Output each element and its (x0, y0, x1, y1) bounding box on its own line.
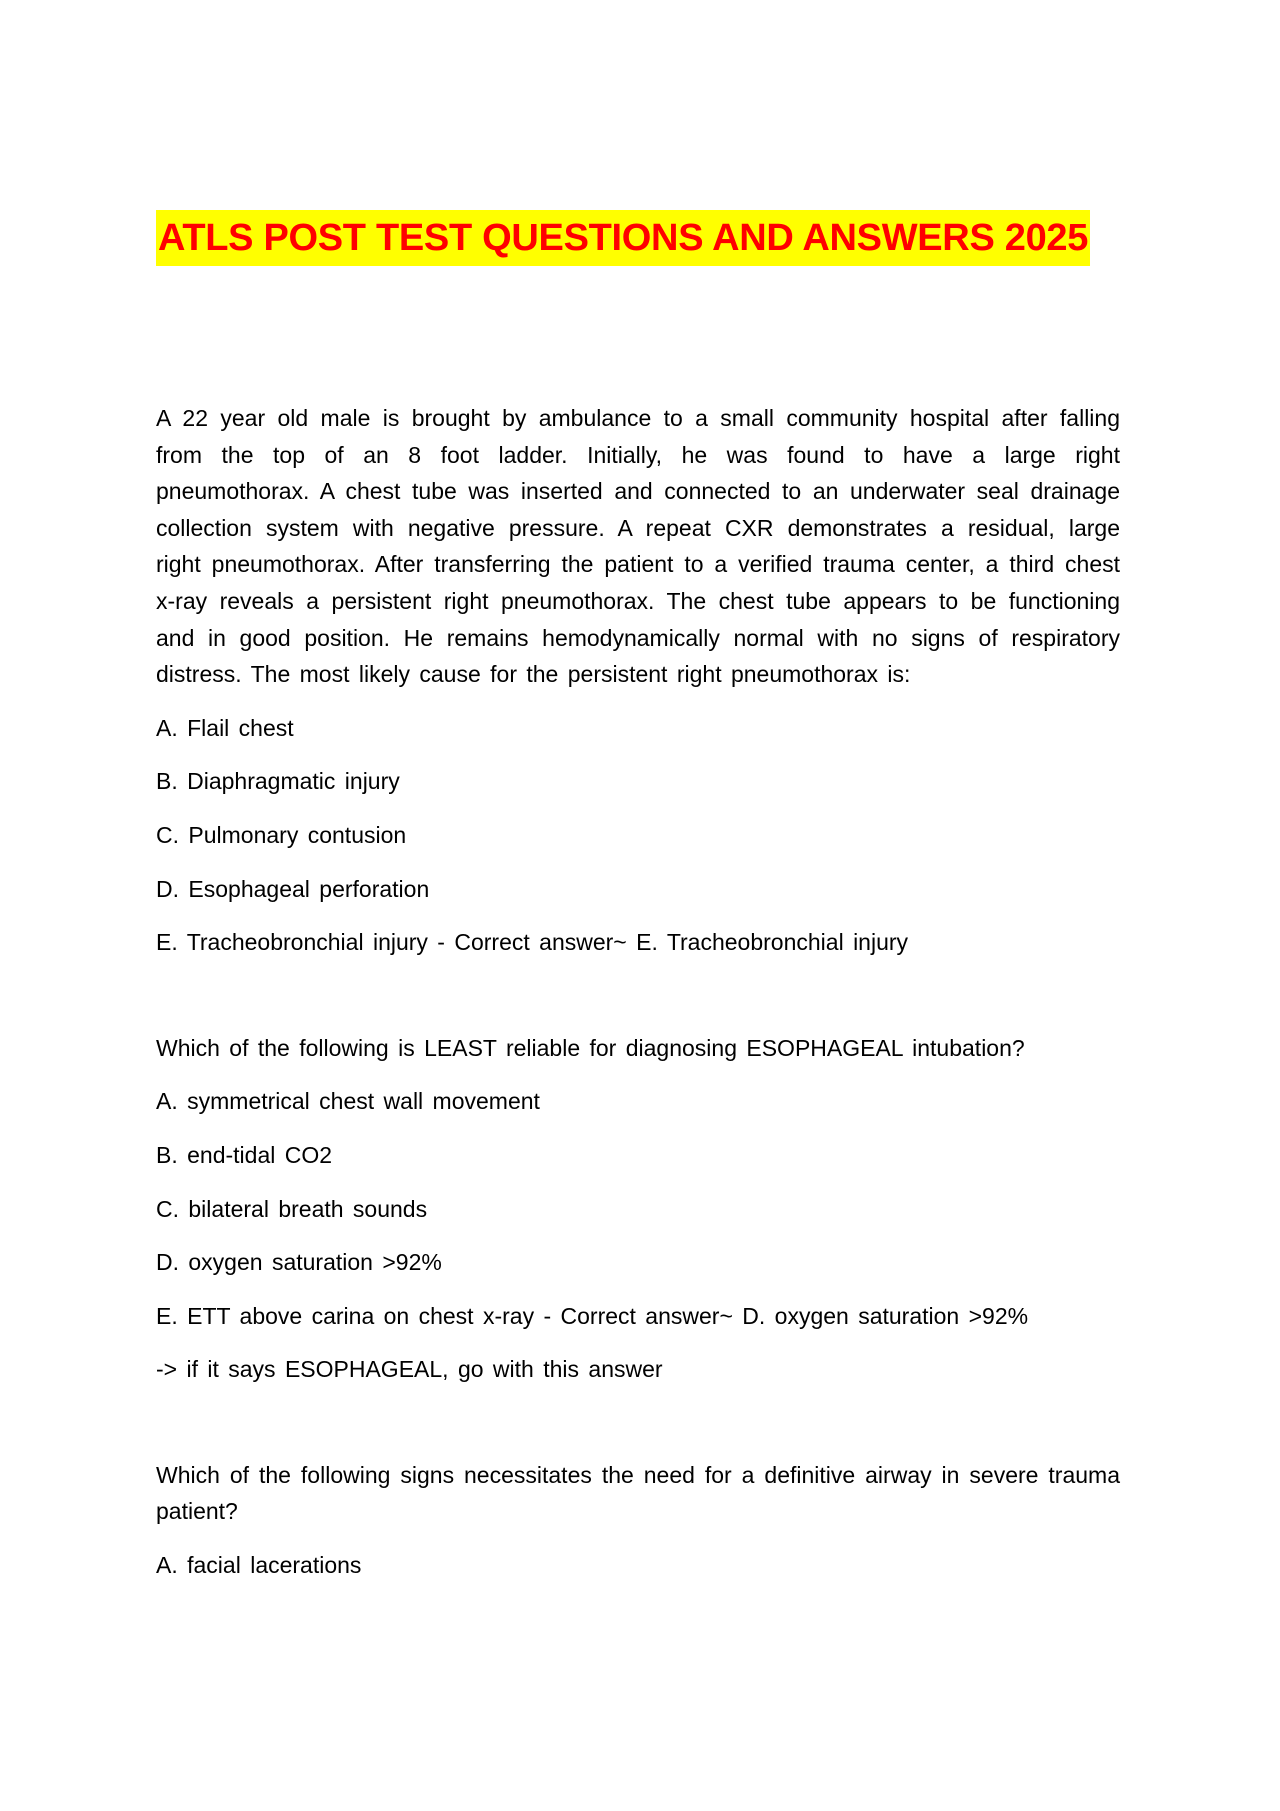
answer-option: A. facial lacerations (156, 1552, 362, 1579)
question-1 (156, 400, 1120, 961)
answer-option: C. bilateral breath sounds (156, 1195, 428, 1222)
answer-option: E. Tracheobronchial injury - Correct answer~ E. Tracheobronchial injury (156, 929, 909, 956)
question-2 (156, 1030, 1120, 1388)
answer-option: B. end-tidal CO2 (156, 1141, 333, 1168)
answer-option: D. oxygen saturation >92% (156, 1249, 442, 1276)
question-stem: A 22 year old male is brought by ambulance to a small community hospital after falling from the top of an 8 foot ladder. Initially, he was found to have a large right pneumothorax. A chest tube was inserted and connected to an underwater seal drainage collection system with negative pressure. A repeat CXR demonstrates a residual, large right pneumothorax. After transferring the patient to a verified trauma center, a third chest x-ray reveals a persistent right pneumothorax. The chest tube appears to be functioning and in good position. He remains hemodynamically normal with no signs of respiratory distress. The most likely cause for the persistent right pneumothorax is: (156, 405, 1120, 688)
answer-note: -> if it says ESOPHAGEAL, go with this answer (156, 1356, 663, 1383)
question-3 (156, 1457, 1120, 1584)
answer-option: E. ETT above carina on chest x-ray - Correct answer~ D. oxygen saturation >92% (156, 1302, 1029, 1329)
title-block (156, 210, 1090, 266)
answer-option: C. Pulmonary contusion (156, 821, 407, 848)
question-stem: Which of the following signs necessitates the need for a definitive airway in severe trauma patient? (156, 1461, 1120, 1525)
question-separator (156, 961, 1120, 1030)
answer-option: A. Flail chest (156, 714, 294, 741)
answer-option: B. Diaphragmatic injury (156, 768, 400, 795)
questions-body (156, 400, 1120, 1584)
question-stem: Which of the following is LEAST reliable for diagnosing ESOPHAGEAL intubation? (156, 1034, 1025, 1061)
answer-option: A. symmetrical chest wall movement (156, 1088, 540, 1115)
answer-option: D. Esophageal perforation (156, 875, 430, 902)
question-separator (156, 1388, 1120, 1457)
page-title: ATLS POST TEST QUESTIONS AND ANSWERS 2025 (156, 210, 1090, 266)
